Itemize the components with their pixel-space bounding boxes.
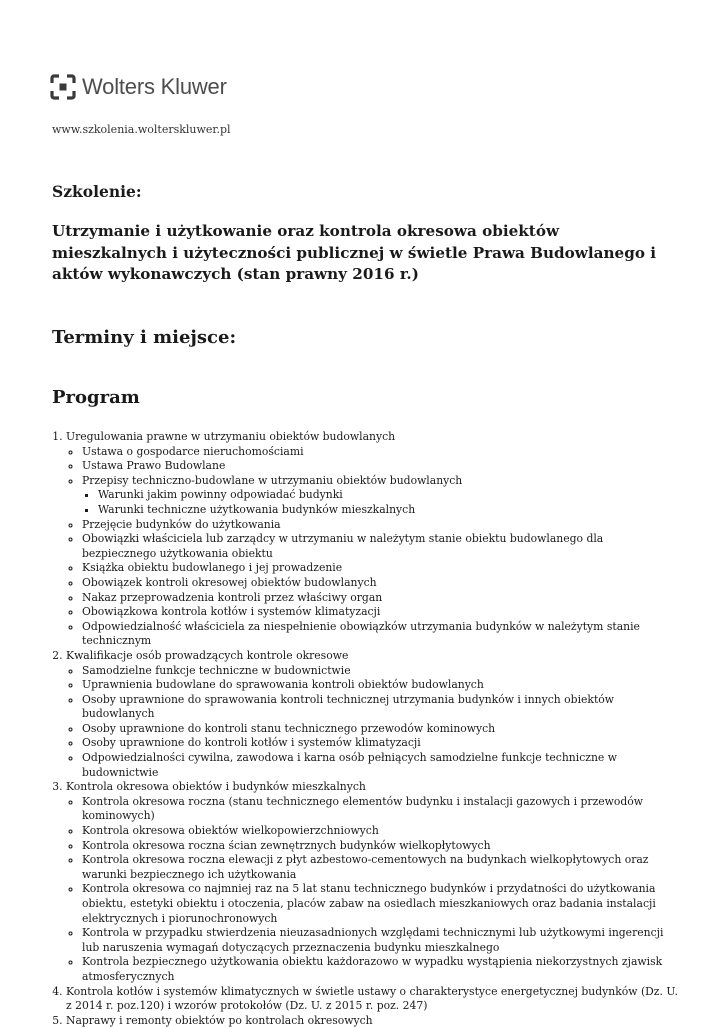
program-subitem: ▪ Warunki techniczne użytkowania budynków mieszkalnych <box>98 503 678 518</box>
program-item-text: Kontrola okresowa roczna (stanu technicznego elementów budynku i instalacji gazowych i przewodów kominowych) <box>82 794 644 823</box>
program-item <box>82 882 678 926</box>
course-label: Szkolenie: <box>52 182 142 201</box>
program-item <box>82 736 678 751</box>
program-item <box>82 474 678 518</box>
program-item <box>82 561 678 576</box>
program-subitems <box>66 445 678 649</box>
program-section-title: Kontrola okresowa obiektów i budynków mieszkalnych <box>66 780 366 794</box>
program-item-text: Samodzielne funkcje techniczne w budownictwie <box>82 663 351 677</box>
program-item <box>82 620 678 649</box>
program-item <box>82 693 678 722</box>
program-item-text: Odpowiedzialności cywilna, zawodowa i karna osób pełniących samodzielne funkcje techniczne w budownictwie <box>82 751 617 779</box>
wolters-kluwer-logo-icon <box>50 74 76 100</box>
program-section-title: Uregulowania prawne w utrzymaniu obiektów budowlanych <box>66 430 396 443</box>
program-item-text: Odpowiedzialność właściciela za niespełnienie obowiązków utrzymania budynków w należytym stanie technicznym <box>82 619 640 648</box>
program-item <box>82 824 678 839</box>
site-url[interactable]: www.szkolenia.wolterskluwer.pl <box>52 123 231 136</box>
program-item-text: Kontrola okresowa roczna elewacji z płyt azbestowo-cementowych na budynkach wielkopłytowych oraz warunki bezpiecznego ich użytkowania <box>82 853 649 881</box>
program-list <box>48 430 678 1028</box>
program-section-title: Naprawy i remonty obiektów po kontrolach okresowych <box>66 1013 373 1027</box>
terms-heading: Terminy i miejsce: <box>52 327 237 348</box>
program-item <box>82 591 678 606</box>
program-item-text: Kontrola bezpiecznego użytkowania obiektu każdorazowo w wypadku wystąpienia niekorzystnych zjawisk atmosferycznych <box>82 955 663 983</box>
program-item-text: Ustawa o gospodarce nieruchomościami <box>82 444 304 458</box>
program-item <box>82 926 678 955</box>
program-item-text: Kontrola w przypadku stwierdzenia nieuzasadnionych względami technicznymi lub użytkowymi ingerencji lub naruszenia wymagań dotyczących przeznaczenia budynku mieszkalnego <box>82 926 664 954</box>
program-item <box>82 722 678 737</box>
program-ordered-list <box>48 430 678 1028</box>
program-section <box>66 985 678 1014</box>
program-section <box>66 430 678 649</box>
program-item <box>82 955 678 984</box>
program-item-text: Obowiązki właściciela lub zarządcy w utrzymaniu w należytym stanie obiektu budowlanego dla bezpiecznego użytkowania obiektu <box>82 532 604 560</box>
brand-logo <box>50 70 227 104</box>
program-subsubitems <box>82 488 678 517</box>
program-heading: Program <box>52 387 140 408</box>
program-item-text: Przejęcie budynków do użytkowania <box>82 517 281 531</box>
program-item-text: Kontrola okresowa co najmniej raz na 5 lat stanu technicznego budynków i przydatności do użytkowania obiektu, estetyki obiektu i otoczenia, placów zabaw na osiedlach mieszkaniowych oraz badania instalacji elektrycznych i piorunochronowych <box>82 882 656 925</box>
course-title: Utrzymanie i użytkowanie oraz kontrola okresowa obiektów mieszkalnych i użyteczności publicznej w świetle Prawa Budowlanego i aktów wykonawczych (stan prawny 2016 r.) <box>52 222 656 283</box>
program-section-title: Kontrola kotłów i systemów klimatycznych w świetle ustawy o charakterystyce energetycznej budynków (Dz. U. z 2014 r. poz.120) i wzorów protokołów (Dz. U. z 2015 r. poz. 247) <box>66 984 678 1013</box>
program-item <box>82 518 678 533</box>
program-item <box>82 678 678 693</box>
program-item-text: Obowiązkowa kontrola kotłów i systemów klimatyzacji <box>82 605 381 619</box>
program-item <box>82 664 678 679</box>
program-item <box>82 795 678 824</box>
brand-name: Wolters Kluwer <box>82 74 227 99</box>
program-section <box>66 780 678 984</box>
program-item <box>82 605 678 620</box>
program-item-text: Obowiązek kontroli okresowej obiektów budowlanych <box>82 575 377 589</box>
program-item-text: Osoby uprawnione do sprawowania kontroli technicznej utrzymania budynków i innych obiektów budowlanych <box>82 692 615 721</box>
program-item-text: Uprawnienia budowlane do sprawowania kontroli obiektów budowlanych <box>82 678 484 692</box>
program-item-text: Kontrola okresowa obiektów wielkopowierzchniowych <box>82 824 379 838</box>
program-item-text: Osoby uprawnione do kontroli kotłów i systemów klimatyzacji <box>82 736 421 750</box>
program-item <box>82 839 678 854</box>
program-subitem: ▪ Warunki jakim powinny odpowiadać budynki <box>98 488 678 503</box>
program-section <box>66 1014 678 1028</box>
program-subitems <box>66 795 678 985</box>
program-section <box>66 649 678 780</box>
program-item-text: Przepisy techniczno-budowlane w utrzymaniu obiektów budowlanych <box>82 473 463 487</box>
program-item <box>82 576 678 591</box>
program-item <box>82 853 678 882</box>
program-item-text: Ustawa Prawo Budowlane <box>82 459 226 473</box>
program-section-title: Kwalifikacje osób prowadzących kontrole okresowe <box>66 648 349 662</box>
program-item <box>82 459 678 474</box>
program-item-text: Nakaz przeprowadzenia kontroli przez właściwy organ <box>82 590 383 604</box>
program-item-text: Książka obiektu budowlanego i jej prowadzenie <box>82 561 343 575</box>
program-item-text: Kontrola okresowa roczna ścian zewnętrznych budynków wielkopłytowych <box>82 838 491 852</box>
program-item-text: Osoby uprawnione do kontroli stanu technicznego przewodów kominowych <box>82 721 496 735</box>
program-item <box>82 445 678 460</box>
program-subitems <box>66 664 678 781</box>
program-item <box>82 751 678 780</box>
program-item <box>82 532 678 561</box>
